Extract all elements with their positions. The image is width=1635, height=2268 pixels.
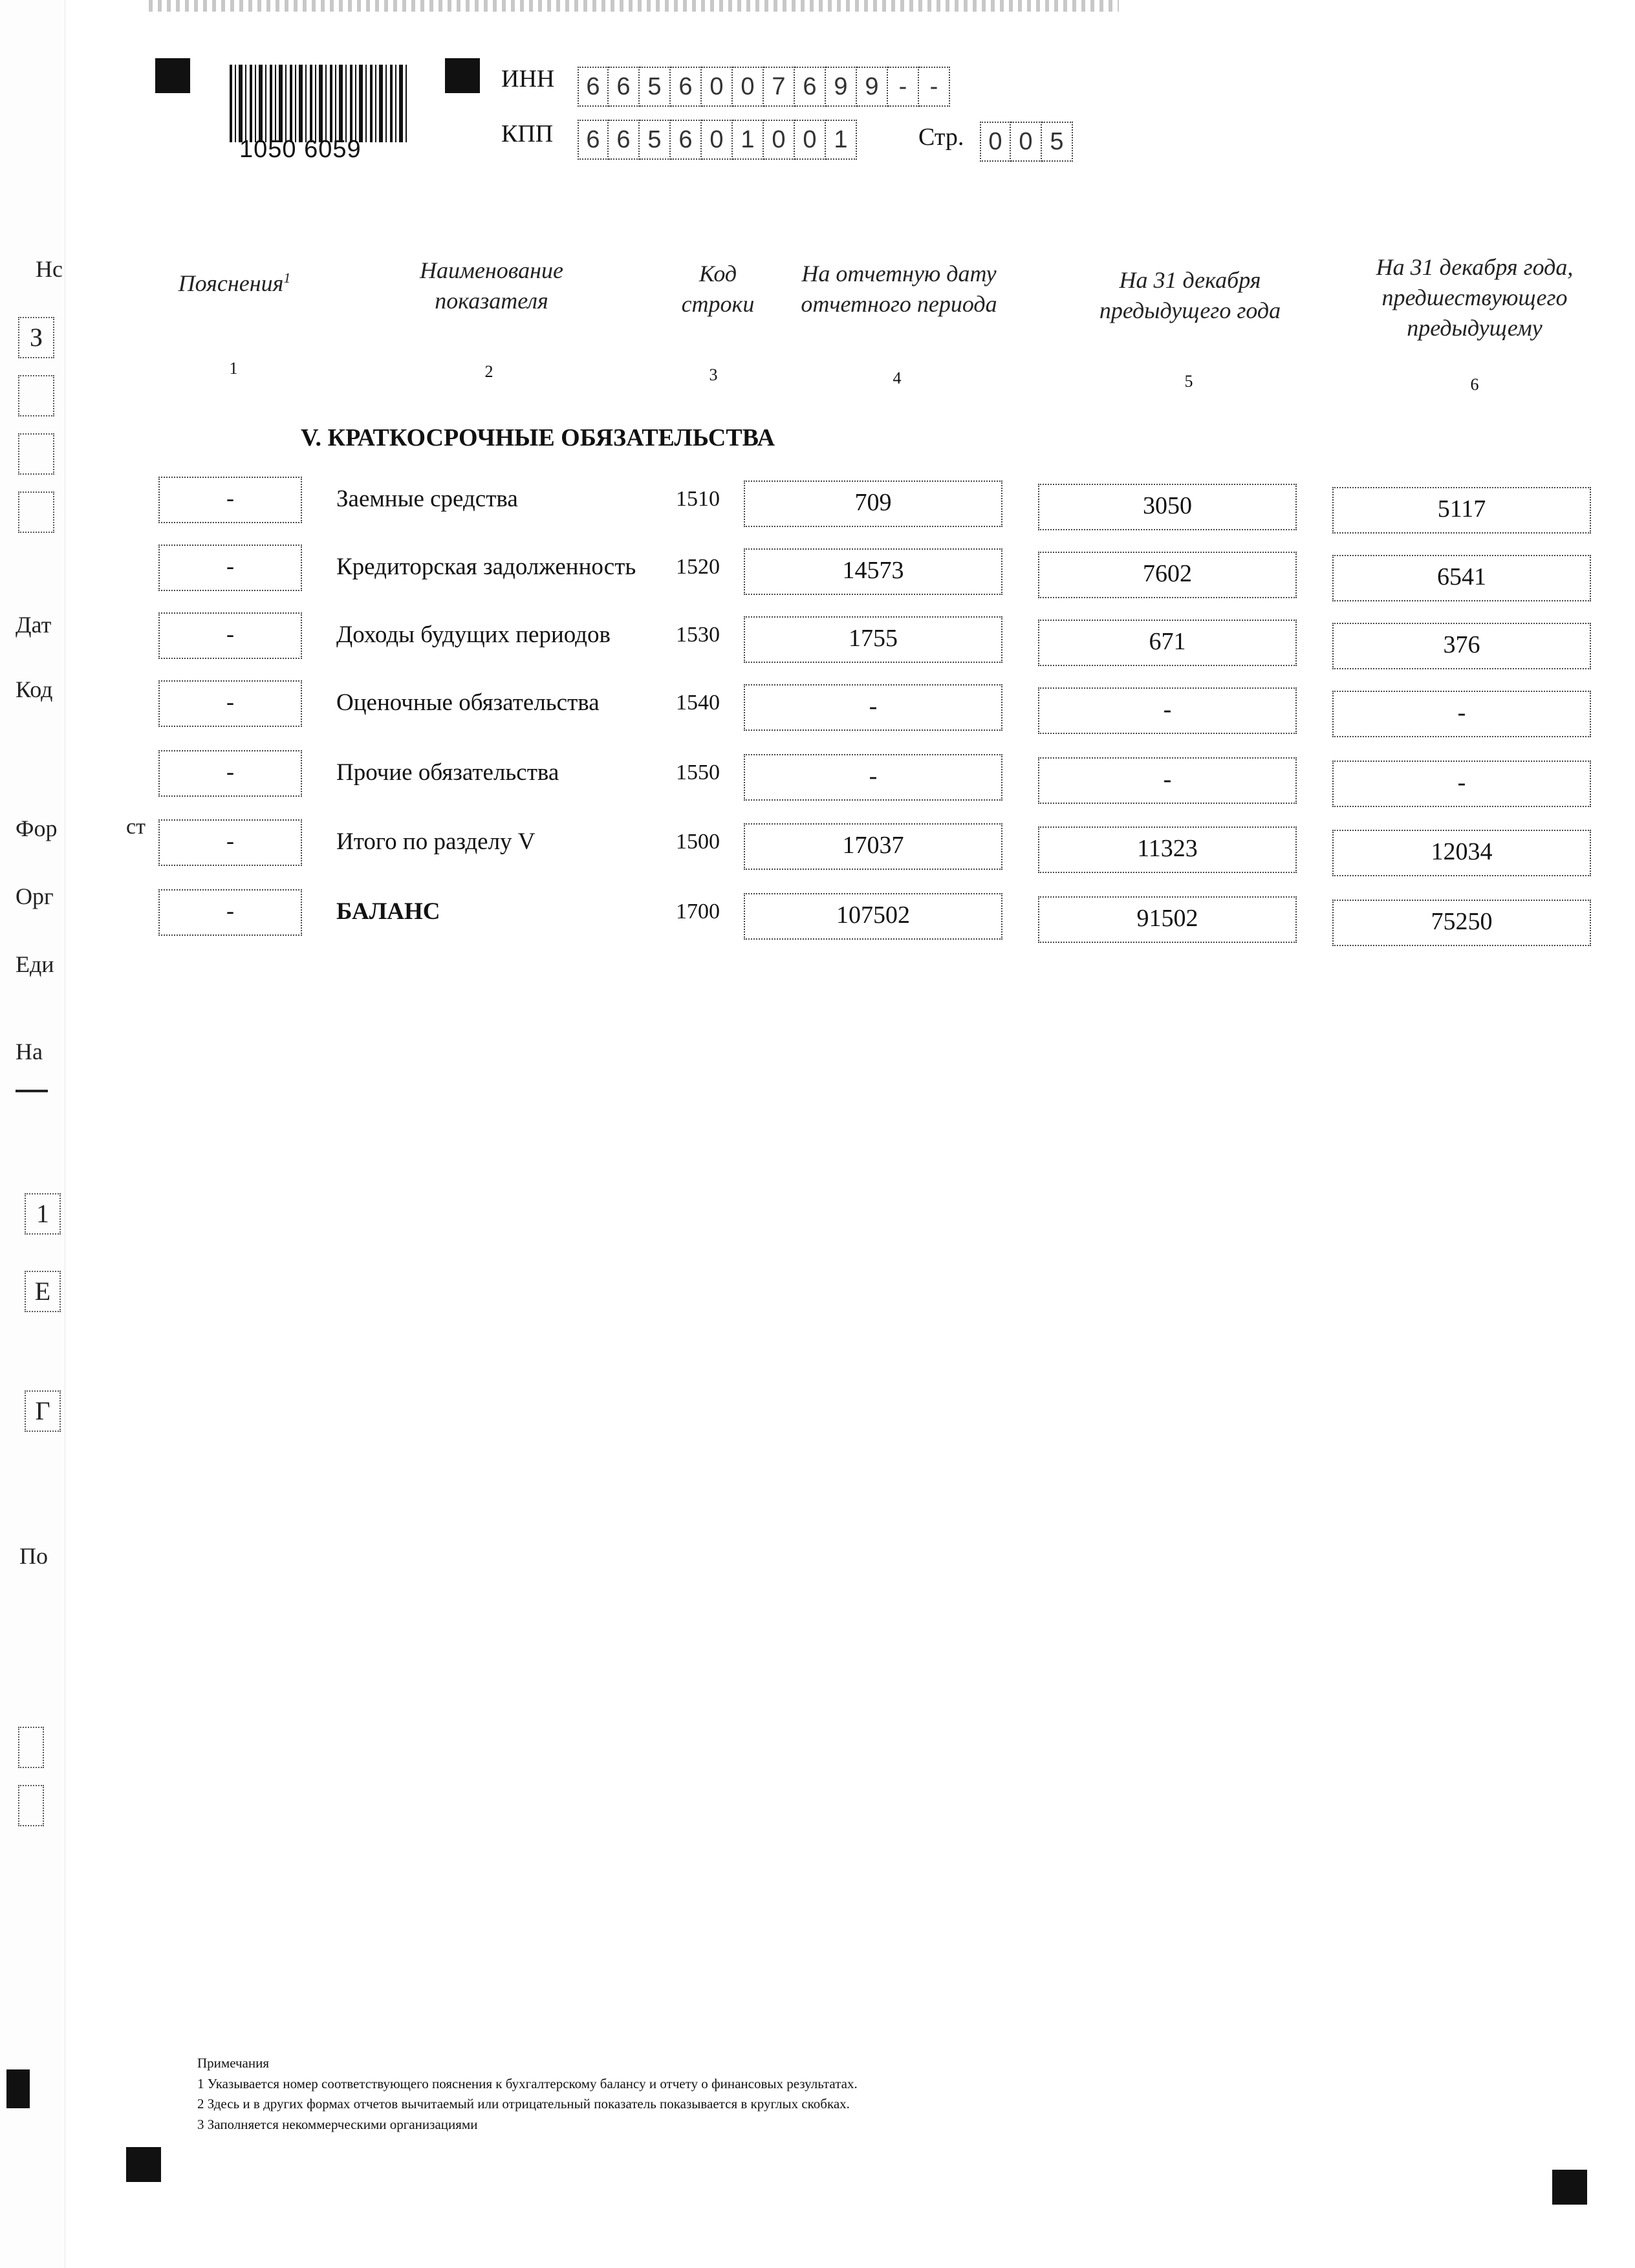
indicator-name: Заемные средства — [336, 486, 518, 512]
char-cell: - — [919, 67, 950, 107]
char-cell: 5 — [640, 120, 671, 160]
edge-fragment: 1 — [25, 1193, 61, 1235]
value-prev-prev-year: 5117 — [1332, 487, 1591, 534]
col-number: 4 — [893, 369, 902, 387]
top-edge-artifact — [149, 0, 1119, 12]
row-code: 1540 — [676, 691, 720, 715]
col-number: 1 — [229, 359, 238, 378]
char-cell: 0 — [764, 120, 795, 160]
value-current: 1755 — [744, 616, 1002, 663]
inn-cells — [578, 67, 950, 107]
row-code: 1700 — [676, 900, 720, 923]
table-row — [0, 825, 1635, 876]
edge-box — [18, 375, 54, 416]
char-cell: 0 — [702, 67, 733, 107]
char-cell: 6 — [671, 120, 702, 160]
char-cell: 0 — [702, 120, 733, 160]
edge-fragment: ст — [126, 815, 146, 839]
corner-marker — [155, 58, 190, 93]
char-cell: 0 — [1011, 122, 1042, 162]
edge-fragment: Орг — [16, 883, 54, 909]
table-row — [0, 550, 1635, 601]
explanation-cell: - — [158, 680, 302, 727]
value-prev-prev-year: - — [1332, 691, 1591, 737]
edge-fragment: Нс — [36, 256, 63, 282]
col-number: 5 — [1184, 372, 1193, 391]
edge-box — [18, 1727, 44, 1768]
edge-fragment: Е — [25, 1271, 61, 1312]
footnote: 3 Заполняется некоммерческими организациями — [197, 2116, 478, 2132]
indicator-name: Доходы будущих периодов — [336, 621, 611, 648]
edge-box — [18, 1785, 44, 1826]
col-number: 2 — [484, 362, 493, 381]
footnote: 2 Здесь и в других формах отчетов вычитаемый или отрицательный показатель показывается в круглых скобках. — [197, 2096, 850, 2111]
char-cell: 1 — [733, 120, 764, 160]
edge-fragment: На — [16, 1039, 43, 1064]
table-row — [0, 482, 1635, 534]
col-header-code: Код строки — [681, 261, 755, 317]
section-title: V. КРАТКОСРОЧНЫЕ ОБЯЗАТЕЛЬСТВА — [301, 424, 775, 451]
char-cell: 0 — [733, 67, 764, 107]
value-prev-prev-year: - — [1332, 761, 1591, 807]
explanation-cell: - — [158, 750, 302, 797]
edge-fragment: Код — [16, 676, 53, 702]
row-code: 1520 — [676, 555, 720, 579]
col-header-prev-prev-year: На 31 декабря года, предшествующего предыдущему — [1376, 254, 1574, 341]
char-cell: 0 — [980, 122, 1011, 162]
edge-fragment: Дат — [16, 612, 52, 638]
row-code: 1500 — [676, 830, 720, 854]
value-current: - — [744, 754, 1002, 801]
value-prev-year: 7602 — [1038, 552, 1297, 598]
char-cell: 5 — [1042, 122, 1073, 162]
value-current: 107502 — [744, 893, 1002, 940]
char-cell: 6 — [578, 120, 609, 160]
char-cell: 6 — [609, 67, 640, 107]
edge-fragment: З — [18, 317, 54, 358]
char-cell: 5 — [640, 67, 671, 107]
explanation-cell: - — [158, 889, 302, 936]
edge-line — [16, 1090, 48, 1092]
row-code: 1510 — [676, 487, 720, 511]
value-current: 17037 — [744, 823, 1002, 870]
edge-box — [18, 433, 54, 475]
value-prev-year: 671 — [1038, 620, 1297, 666]
value-current: - — [744, 684, 1002, 731]
table-row — [0, 755, 1635, 807]
value-current: 709 — [744, 481, 1002, 527]
value-current: 14573 — [744, 548, 1002, 595]
char-cell: 6 — [795, 67, 826, 107]
col-number: 6 — [1470, 375, 1479, 394]
table-row — [0, 686, 1635, 737]
inn-label: ИНН — [501, 65, 555, 92]
col-header-current: На отчетную дату отчетного периода — [801, 261, 997, 317]
corner-marker — [445, 58, 480, 93]
value-prev-prev-year: 12034 — [1332, 830, 1591, 876]
footnotes — [197, 2053, 858, 2135]
row-code: 1530 — [676, 623, 720, 647]
col-number: 3 — [709, 365, 718, 384]
col-header-indicator: Наименование показателя — [419, 257, 564, 314]
indicator-name: Оценочные обязательства — [336, 689, 600, 716]
edge-fragment: По — [19, 1543, 48, 1569]
table-row — [0, 894, 1635, 946]
explanation-cell: - — [158, 612, 302, 659]
col-header-prev-year: На 31 декабря предыдущего года — [1099, 267, 1281, 323]
col-header-explanations: Пояснения$^1$ — [178, 270, 291, 296]
char-cell: 6 — [671, 67, 702, 107]
char-cell: 6 — [578, 67, 609, 107]
page-label: Стр. — [918, 124, 964, 151]
barcode-number: 1050 6059 — [239, 136, 362, 163]
value-prev-prev-year: 6541 — [1332, 555, 1591, 601]
explanation-cell: - — [158, 545, 302, 591]
value-prev-year: 3050 — [1038, 484, 1297, 530]
indicator-name: Кредиторская задолженность — [336, 554, 636, 580]
corner-marker — [1552, 2170, 1587, 2205]
char-cell: 9 — [826, 67, 857, 107]
value-prev-year: 11323 — [1038, 826, 1297, 873]
footnote: 1 Указывается номер соответствующего пояснения к бухгалтерскому балансу и отчету о финансовых результатах. — [197, 2075, 858, 2091]
edge-fragment: Фор — [16, 815, 58, 841]
row-code: 1550 — [676, 761, 720, 784]
value-prev-prev-year: 376 — [1332, 623, 1591, 669]
footnotes-title: Примечания — [197, 2055, 270, 2071]
page-cells — [980, 122, 1073, 162]
corner-marker — [126, 2147, 161, 2182]
char-cell: 9 — [857, 67, 888, 107]
indicator-name: Прочие обязательства — [336, 759, 559, 786]
explanation-cell: - — [158, 477, 302, 523]
kpp-label: КПП — [501, 120, 554, 147]
value-prev-year: - — [1038, 687, 1297, 734]
edge-fragment: Г — [25, 1390, 61, 1432]
edge-fragment: Еди — [16, 951, 54, 977]
char-cell: 6 — [609, 120, 640, 160]
char-cell: - — [888, 67, 919, 107]
indicator-name: Итого по разделу V — [336, 828, 536, 855]
kpp-cells — [578, 120, 857, 160]
char-cell: 0 — [795, 120, 826, 160]
explanation-cell: - — [158, 819, 302, 866]
char-cell: 1 — [826, 120, 857, 160]
barcode-image — [230, 65, 407, 142]
indicator-name: БАЛАНС — [336, 898, 440, 925]
edge-marker — [6, 2069, 30, 2108]
value-prev-year: - — [1038, 757, 1297, 804]
table-row — [0, 618, 1635, 669]
char-cell: 7 — [764, 67, 795, 107]
value-prev-year: 91502 — [1038, 896, 1297, 943]
value-prev-prev-year: 75250 — [1332, 900, 1591, 946]
